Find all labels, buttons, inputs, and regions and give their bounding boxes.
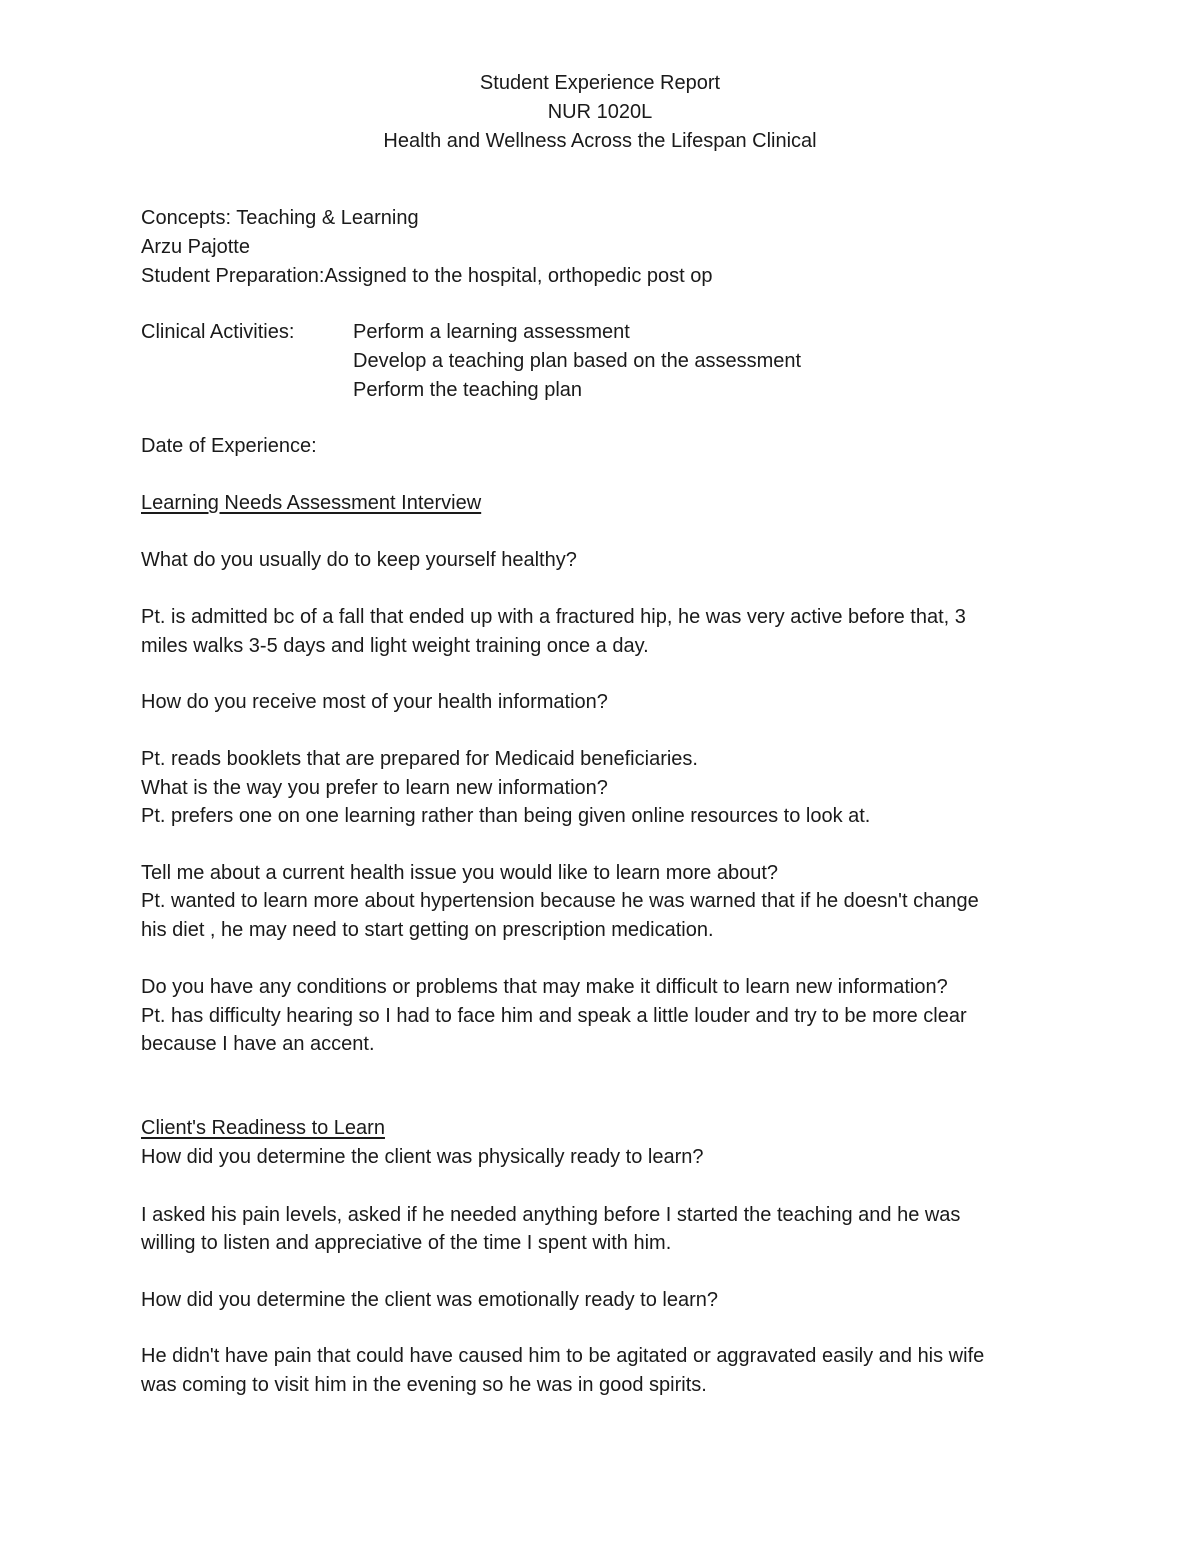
question: How did you determine the client was physically ready to learn? [141, 1146, 704, 1168]
clinical-activities-label: Clinical Activities: [141, 321, 295, 343]
answer: his diet , he may need to start getting on prescription medication. [141, 919, 714, 941]
answer: because I have an accent. [141, 1033, 375, 1055]
date-of-experience: Date of Experience: [141, 435, 317, 457]
student-preparation: Student Preparation:Assigned to the hospital, orthopedic post op [141, 265, 713, 287]
course-code: NUR 1020L [547, 101, 653, 123]
question: Tell me about a current health issue you would like to learn more about? [141, 862, 779, 884]
clinical-activity-item: Perform the teaching plan [353, 379, 583, 401]
answer: He didn't have pain that could have caused him to be agitated or aggravated easily and his wife [141, 1345, 985, 1367]
course-name: Health and Wellness Across the Lifespan Clinical [383, 130, 817, 152]
answer: Pt. reads booklets that are prepared for Medicaid beneficiaries. [141, 748, 698, 770]
concepts-line: Concepts: Teaching & Learning [141, 207, 419, 229]
answer: was coming to visit him in the evening so he was in good spirits. [141, 1374, 707, 1396]
question: Do you have any conditions or problems that may make it difficult to learn new information? [141, 976, 948, 998]
clinical-activity-item: Perform a learning assessment [353, 321, 630, 343]
student-name: Arzu Pajotte [141, 236, 250, 258]
answer: willing to listen and appreciative of the time I spent with him. [141, 1232, 672, 1254]
question: How do you receive most of your health information? [141, 691, 608, 713]
answer: Pt. prefers one on one learning rather than being given online resources to look at. [141, 805, 871, 827]
answer: Pt. wanted to learn more about hypertension because he was warned that if he doesn't change [141, 890, 979, 912]
answer: Pt. has difficulty hearing so I had to face him and speak a little louder and try to be more clear [141, 1005, 967, 1027]
clinical-activity-item: Develop a teaching plan based on the assessment [353, 350, 802, 372]
question: What do you usually do to keep yourself healthy? [141, 549, 577, 571]
report-title: Student Experience Report [479, 72, 721, 94]
readiness-heading: Client's Readiness to Learn [141, 1117, 385, 1139]
answer: miles walks 3-5 days and light weight training once a day. [141, 635, 649, 657]
question: How did you determine the client was emotionally ready to learn? [141, 1289, 718, 1311]
answer: Pt. is admitted bc of a fall that ended up with a fractured hip, he was very active before that, 3 [141, 606, 966, 628]
answer: I asked his pain levels, asked if he needed anything before I started the teaching and he was [141, 1204, 961, 1226]
question: What is the way you prefer to learn new information? [141, 777, 608, 799]
assessment-heading: Learning Needs Assessment Interview [141, 492, 482, 514]
